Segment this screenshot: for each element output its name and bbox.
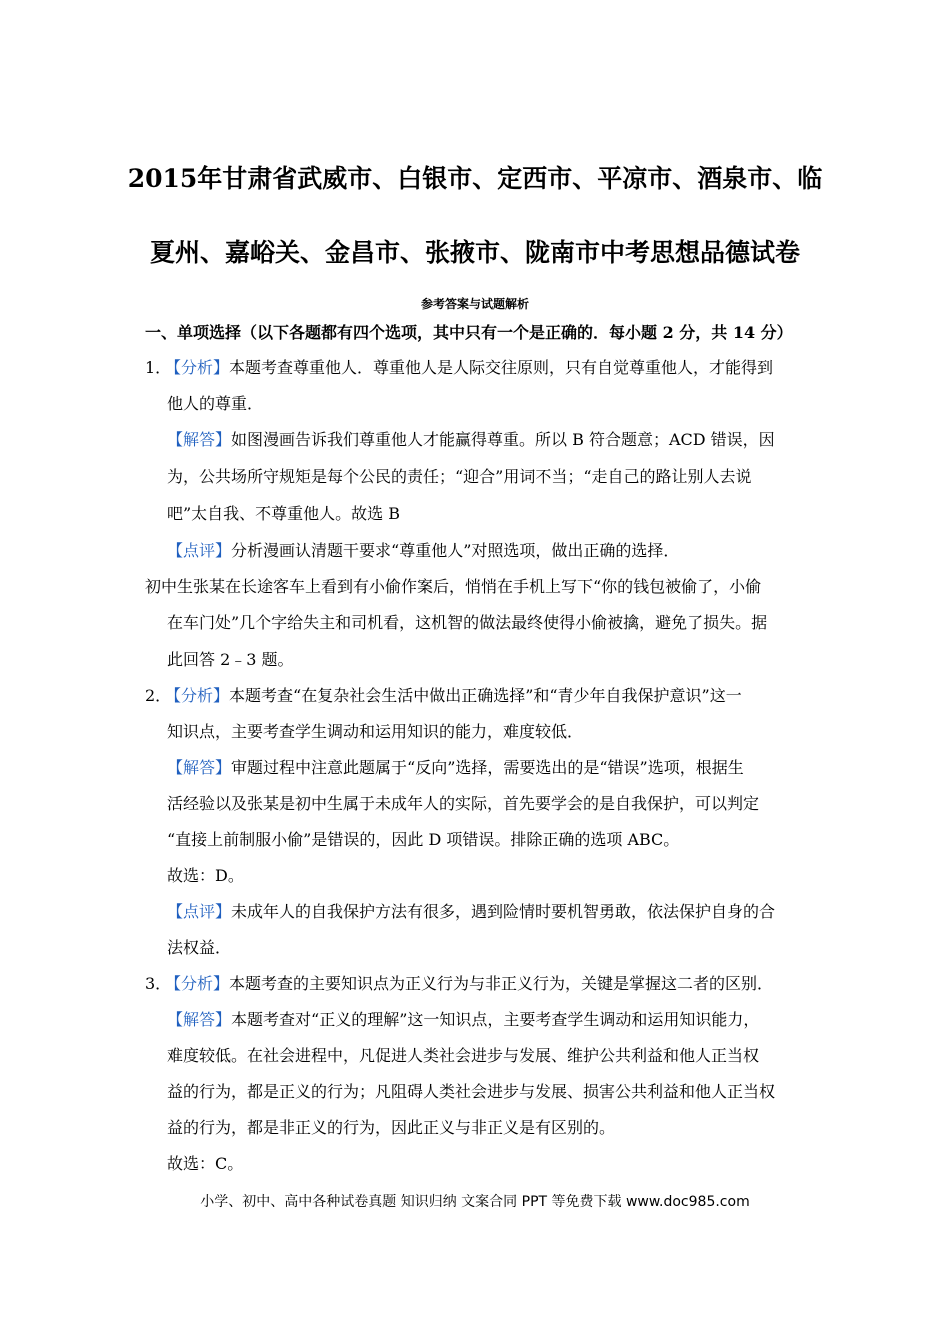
q1-answer-cont-1: 为，公共场所守规矩是每个公民的责任；“迎合”用词不当；“走自己的路让别人去说 xyxy=(167,467,752,486)
material-line-2: 在车门处”几个字给失主和司机看，这机智的做法最终使得小偷被擒，避免了损失。据 xyxy=(167,613,768,632)
q2-comment-cont: 法权益． xyxy=(167,938,232,957)
q1-comment-text: 分析漫画认清题干要求“尊重他人”对照选项，做出正确的选择． xyxy=(231,541,680,560)
q2-analysis-line xyxy=(145,685,742,707)
q2-answer-cont-1: 活经验以及张某是初中生属于未成年人的实际，首先要学会的是自我保护，可以判定 xyxy=(167,794,760,813)
q3-analysis-text: 本题考查的主要知识点为正义行为与非正义行为，关键是掌握这二者的区别． xyxy=(229,974,774,993)
q1-analysis-text: 本题考查尊重他人．尊重他人是人际交往原则，只有自觉尊重他人，才能得到 xyxy=(229,358,774,377)
document-title-line-2: 夏州、嘉峪关、金昌市、张掖市、陇南市中考思想品德试卷 xyxy=(149,238,800,267)
analysis-label: 【分析】 xyxy=(165,974,230,993)
q2-comment-line xyxy=(167,901,775,923)
q1-analysis-line xyxy=(145,357,773,379)
page-footer: 小学、初中、高中各种试卷真题 知识归纳 文案合同 PPT 等免费下载 www.doc985.com xyxy=(200,1194,750,1210)
document-subtitle: 参考答案与试题解析 xyxy=(420,297,529,311)
analysis-label: 【分析】 xyxy=(165,358,230,377)
q3-answer-cont-3: 益的行为，都是非正义的行为，因此正义与非正义是有区别的。 xyxy=(167,1118,616,1137)
question-number: 1． xyxy=(145,358,172,377)
q3-answer-cont-2: 益的行为，都是正义的行为；凡阻碍人类社会进步与发展、损害公共利益和他人正当权 xyxy=(167,1082,776,1101)
q1-analysis-cont: 他人的尊重． xyxy=(167,394,264,413)
document-title-line-1: 2015年甘肃省武威市、白银市、定西市、平凉市、酒泉市、临 xyxy=(127,164,823,193)
q2-answer-line xyxy=(167,757,744,779)
q2-analysis-cont: 知识点，主要考查学生调动和运用知识的能力，难度较低． xyxy=(167,722,584,741)
answer-label: 【解答】 xyxy=(167,1010,232,1029)
q3-answer-line xyxy=(167,1009,759,1031)
q2-answer-text: 审题过程中注意此题属于“反向”选择，需要选出的是“错误”选项，根据生 xyxy=(231,758,744,777)
q3-choice: 故选：C。 xyxy=(167,1154,244,1173)
q1-answer-line xyxy=(167,429,775,451)
section-heading: 一、单项选择（以下各题都有四个选项，其中只有一个是正确的．每小题 2 分，共 14 分） xyxy=(145,323,793,342)
q2-choice: 故选：D。 xyxy=(167,866,244,885)
question-number: 3． xyxy=(145,974,172,993)
q3-analysis-line xyxy=(145,973,773,995)
comment-label: 【点评】 xyxy=(167,541,232,560)
answer-label: 【解答】 xyxy=(167,758,232,777)
q3-answer-text: 本题考查对“正义的理解”这一知识点，主要考查学生调动和运用知识能力， xyxy=(231,1010,760,1029)
q1-answer-text: 如图漫画告诉我们尊重他人才能赢得尊重。所以 B 符合题意；ACD 错误，因 xyxy=(231,430,775,449)
material-line-1: 初中生张某在长途客车上看到有小偷作案后，悄悄在手机上写下“你的钱包被偷了，小偷 xyxy=(145,577,762,596)
q2-analysis-text: 本题考查“在复杂社会生活中做出正确选择”和“青少年自我保护意识”这一 xyxy=(229,686,742,705)
q2-comment-text: 未成年人的自我保护方法有很多，遇到险情时要机智勇敢，依法保护自身的合 xyxy=(231,902,776,921)
q2-answer-cont-2: “直接上前制服小偷”是错误的，因此 D 项错误。排除正确的选项 ABC。 xyxy=(167,830,680,849)
analysis-label: 【分析】 xyxy=(165,686,230,705)
answer-label: 【解答】 xyxy=(167,430,232,449)
material-line-3: 此回答 2﹣3 题。 xyxy=(167,650,294,669)
q1-comment-line xyxy=(167,540,679,562)
q1-answer-cont-2: 吧”太自我、不尊重他人。故选 B xyxy=(167,504,401,523)
comment-label: 【点评】 xyxy=(167,902,232,921)
question-number: 2． xyxy=(145,686,172,705)
q3-answer-cont-1: 难度较低。在社会进程中，凡促进人类社会进步与发展、维护公共利益和他人正当权 xyxy=(167,1046,760,1065)
